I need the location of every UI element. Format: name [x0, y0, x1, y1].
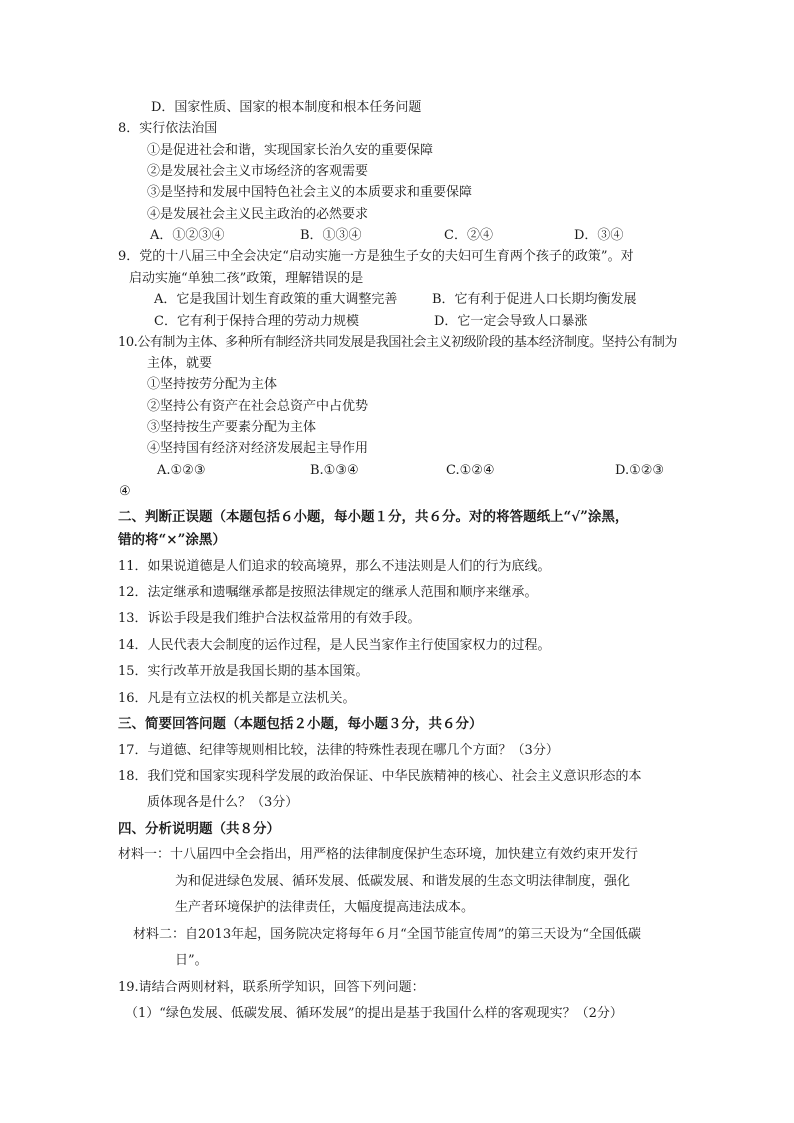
- question-10: 10.公有制为主体、多种所有制经济共同发展是我国社会主义初级阶段的基本经济制度。坚持公有制为: [118, 335, 677, 350]
- q9-option-c: C．它有利于保持合理的劳动力规模: [154, 314, 359, 329]
- material-1-cont2: 生产者环境保护的法律责任，大幅度提高违法成本。: [175, 900, 475, 915]
- q8-item-2: ②是发展社会主义市场经济的客观需要: [147, 164, 369, 179]
- question-13: 13．诉讼手段是我们维护合法权益常用的有效手段。: [118, 611, 421, 626]
- q10-option-a: A.①②③: [157, 463, 206, 478]
- question-10-cont: 主体，就要: [147, 356, 213, 371]
- material-2: 材料二：自2013年起，国务院决定将每年６月“全国节能宣传周”的第三天设为“全国低碳: [133, 927, 642, 942]
- material-1-cont: 为和促进绿色发展、循环发展、低碳发展、和谐发展的生态文明法律制度，强化: [175, 874, 631, 889]
- section-3-heading: 三、简要回答问题（本题包括２小题，每小题３分，共６分）: [118, 716, 483, 732]
- question-18: 18．我们党和国家实现科学发展的政治保证、中华民族精神的核心、社会主义意识形态的本: [118, 769, 642, 784]
- question-17: 17．与道德、纪律等规则相比较，法律的特殊性表现在哪几个方面？（3分）: [118, 743, 559, 758]
- question-12: 12．法定继承和遗嘱继承都是按照法律规定的继承人范围和顺序来继承。: [118, 585, 538, 600]
- q9-option-d: D．它一定会导致人口暴涨: [434, 314, 588, 329]
- q9-option-a: A．它是我国计划生育政策的重大调整完善: [154, 292, 398, 307]
- q8-item-3: ③是坚持和发展中国特色社会主义的本质要求和重要保障: [147, 185, 473, 200]
- q10-item-1: ①坚持按劳分配为主体: [147, 377, 278, 392]
- q8-option-a: A．①②③④: [150, 228, 225, 243]
- q8-option-c: C．②④: [444, 228, 493, 243]
- section-2-heading-cont: 错的将“×”涂黑）: [118, 532, 226, 548]
- question-8: 8．实行依法治国: [118, 121, 218, 136]
- q10-option-d: D.①②③: [615, 463, 665, 478]
- q10-item-2: ②坚持公有资产在社会总资产中占优势: [147, 399, 369, 414]
- question-14: 14．人民代表大会制度的运作过程，是人民当家作主行使国家权力的过程。: [118, 638, 551, 653]
- q10-option-b: B.①③④: [310, 463, 359, 478]
- q9-option-b: B．它有利于促进人口长期均衡发展: [432, 292, 637, 307]
- q8-item-4: ④是发展社会主义民主政治的必然要求: [147, 207, 369, 222]
- option-d-line: D．国家性质、国家的根本制度和根本任务问题: [151, 100, 422, 115]
- q8-option-d: D．③④: [574, 228, 624, 243]
- question-19-part-1: （1）“绿色发展、低碳发展、循环发展”的提出是基于我国什么样的客观现实？（2分）: [125, 1006, 623, 1021]
- question-18-cont: 质体现各是什么？（3分）: [147, 795, 299, 810]
- q10-option-c: C.①②④: [446, 463, 495, 478]
- q10-option-d-wrap: ④: [119, 484, 131, 499]
- section-4-heading: 四、分析说明题（共８分）: [118, 821, 280, 837]
- q10-item-3: ③坚持按生产要素分配为主体: [147, 420, 317, 435]
- question-9-cont: 启动实施“单独二孩”政策，理解错误的是: [129, 271, 364, 286]
- question-16: 16．凡是有立法权的机关都是立法机关。: [118, 691, 356, 706]
- q8-option-b: B．①③④: [300, 228, 362, 243]
- question-19: 19.请结合两则材料，联系所学知识，回答下列问题：: [118, 980, 425, 995]
- question-15: 15．实行改革开放是我国长期的基本国策。: [118, 664, 369, 679]
- material-1: 材料一：十八届四中全会指出，用严格的法律制度保护生态环境，加快建立有效约束开发行: [118, 847, 639, 862]
- question-9: 9．党的十八届三中全会决定“启动实施一方是独生子女的夫妇可生育两个孩子的政策”。对: [118, 249, 634, 264]
- material-2-cont: 日”。: [175, 953, 208, 968]
- q8-item-1: ①是促进社会和谐，实现国家长治久安的重要保障: [147, 143, 434, 158]
- q10-item-4: ④坚持国有经济对经济发展起主导作用: [147, 441, 369, 456]
- question-11: 11．如果说道德是人们追求的较高境界，那么不违法则是人们的行为底线。: [118, 559, 551, 574]
- section-2-heading: 二、判断正误题（本题包括６小题，每小题１分，共６分。对的将答题纸上“√”涂黑，: [118, 509, 629, 525]
